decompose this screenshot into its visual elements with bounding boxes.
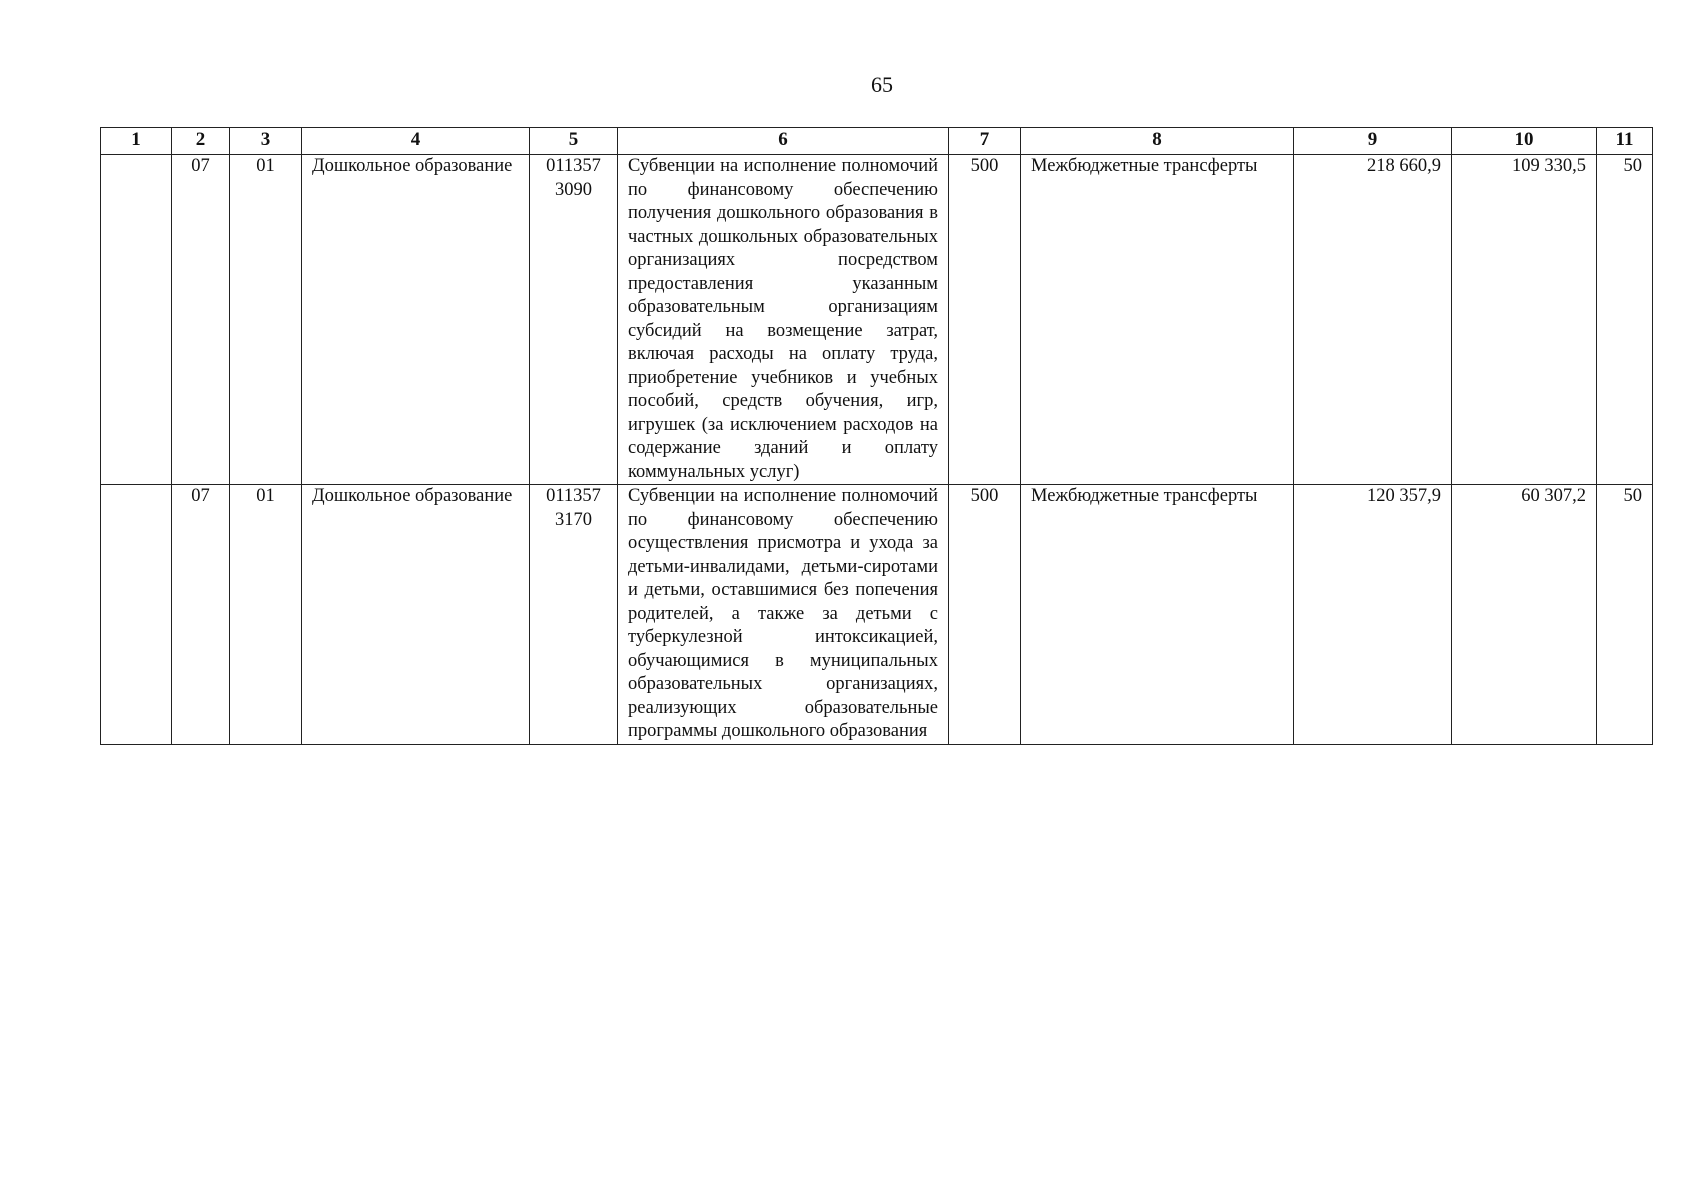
page-number: 65 xyxy=(871,72,893,97)
cell-amount-part: 109 330,5 xyxy=(1452,155,1597,485)
cell-section: 07 xyxy=(172,155,230,485)
cell-subsection: 01 xyxy=(230,485,302,745)
cell-description: Субвенции на исполнение полномочий по финансовому обеспечению получения дошкольного образования в частных дошкольных образовательных организациях посредством предоставления указанным образовательным организациям субсидий на возмещение затрат, включая расходы на оплату труда, приобретение учебников и учебных пособий, средств обучения, игр, игрушек (за исключением расходов на содержание зданий и оплату коммунальных услуг) xyxy=(618,155,949,485)
table-header xyxy=(101,128,1653,155)
cell-description: Субвенции на исполнение полномочий по финансовому обеспечению осуществления присмотра и ухода за детьми-инвалидами, детьми-сиротами и детьми, оставшимися без попечения родителей, а также за детьми с туберкулезной интоксикацией, обучающимися в муниципальных образовательных организациях, реализующих образовательные программы дошкольного образования xyxy=(618,485,949,745)
cell-amount-total: 120 357,9 xyxy=(1294,485,1452,745)
cell-amount-total: 218 660,9 xyxy=(1294,155,1452,485)
table-body xyxy=(101,155,1653,745)
budget-table xyxy=(100,127,1653,745)
cell-expense-type: 500 xyxy=(949,155,1021,485)
cell-section-name: Дошкольное образование xyxy=(302,485,530,745)
header-col-8: 8 xyxy=(1021,128,1294,155)
header-col-7: 7 xyxy=(949,128,1021,155)
cell-amount-part: 60 307,2 xyxy=(1452,485,1597,745)
header-col-4: 4 xyxy=(302,128,530,155)
header-col-11: 11 xyxy=(1597,128,1653,155)
target-code-part-2: 3170 xyxy=(555,509,592,530)
cell-col-1 xyxy=(101,155,172,485)
header-col-3: 3 xyxy=(230,128,302,155)
target-code-part-2: 3090 xyxy=(555,179,592,200)
header-col-2: 2 xyxy=(172,128,230,155)
cell-percent: 50 xyxy=(1597,155,1653,485)
target-code-part-1: 011357 xyxy=(546,156,601,176)
cell-col-1 xyxy=(101,485,172,745)
header-col-9: 9 xyxy=(1294,128,1452,155)
table-row xyxy=(101,485,1653,745)
cell-target-code xyxy=(530,485,618,745)
cell-expense-type-name: Межбюджетные трансферты xyxy=(1021,155,1294,485)
cell-percent: 50 xyxy=(1597,485,1653,745)
header-row xyxy=(101,128,1653,155)
header-col-5: 5 xyxy=(530,128,618,155)
cell-subsection: 01 xyxy=(230,155,302,485)
cell-expense-type: 500 xyxy=(949,485,1021,745)
target-code-part-1: 011357 xyxy=(546,486,601,506)
header-col-6: 6 xyxy=(618,128,949,155)
cell-expense-type-name: Межбюджетные трансферты xyxy=(1021,485,1294,745)
header-col-1: 1 xyxy=(101,128,172,155)
cell-section: 07 xyxy=(172,485,230,745)
cell-section-name: Дошкольное образование xyxy=(302,155,530,485)
cell-target-code xyxy=(530,155,618,485)
header-col-10: 10 xyxy=(1452,128,1597,155)
table-row xyxy=(101,155,1653,485)
